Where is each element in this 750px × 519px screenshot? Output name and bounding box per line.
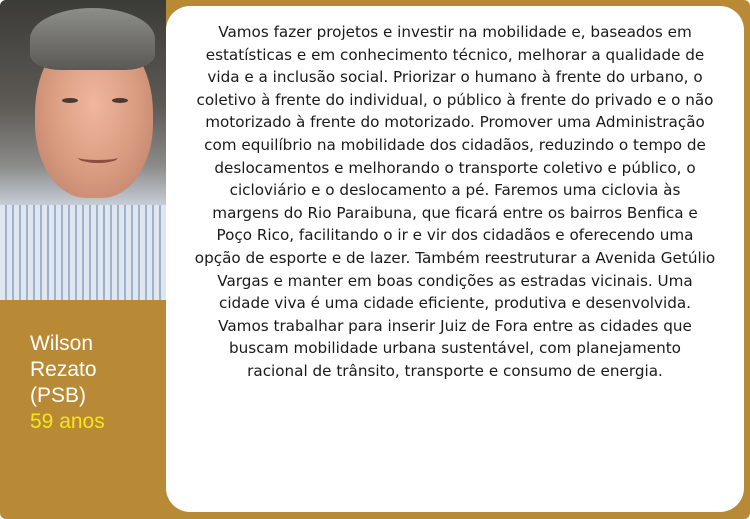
shirt (0, 205, 166, 300)
statement-line: cidade viva é uma cidade eficiente, produtiva e desenvolvida. (218, 294, 692, 313)
candidate-first-name: Wilson (30, 332, 94, 355)
candidate-age: 59 anos (30, 410, 105, 433)
right-eye (112, 98, 128, 103)
statement-line: racional de trânsito, transporte e consumo de energia. (247, 361, 663, 380)
candidate-info (30, 331, 105, 435)
statement-line: estatísticas e em conhecimento técnico, melhorar a qualidade de (205, 45, 705, 64)
candidate-photo (0, 0, 166, 300)
statement-panel (166, 6, 744, 512)
statement-line: com equilíbrio na mobilidade dos cidadãos, reduzindo o tempo de (204, 135, 706, 154)
hair (30, 8, 155, 70)
statement-line: opção de esporte e de lazer. Também reestruturar a Avenida Getúlio (194, 248, 716, 267)
statement-line: deslocamentos e melhorando o transporte coletivo e público, o (214, 158, 696, 177)
statement-line: vida e a inclusão social. Priorizar o humano à frente do urbano, o (207, 68, 703, 87)
statement-line: Vamos trabalhar para inserir Juiz de Fora entre as cidades que (218, 316, 692, 335)
statement-line: buscam mobilidade urbana sustentável, com planejamento (229, 339, 681, 358)
mouth (78, 152, 118, 163)
statement-text (166, 21, 744, 383)
left-eye (62, 98, 78, 103)
candidate-last-name: Rezato (30, 358, 97, 381)
statement-line: motorizado à frente do motorizado. Promover uma Administração (205, 113, 705, 132)
statement-line: Vargas e manter em boas condições as estradas vicinais. Uma (217, 271, 693, 290)
statement-line: Poço Rico, facilitando o ir e vir dos cidadãos e oferecendo uma (216, 226, 694, 245)
statement-line: cicloviário e o deslocamento a pé. Faremos uma ciclovia às (229, 181, 681, 200)
statement-line: margens do Rio Paraibuna, que ficará entre os bairros Benfica e (212, 203, 698, 222)
candidate-party: (PSB) (30, 384, 87, 407)
statement-line: Vamos fazer projetos e investir na mobilidade e, baseados em (218, 23, 692, 41)
statement-line: coletivo à frente do individual, o público à frente do privado e o não (196, 90, 714, 109)
